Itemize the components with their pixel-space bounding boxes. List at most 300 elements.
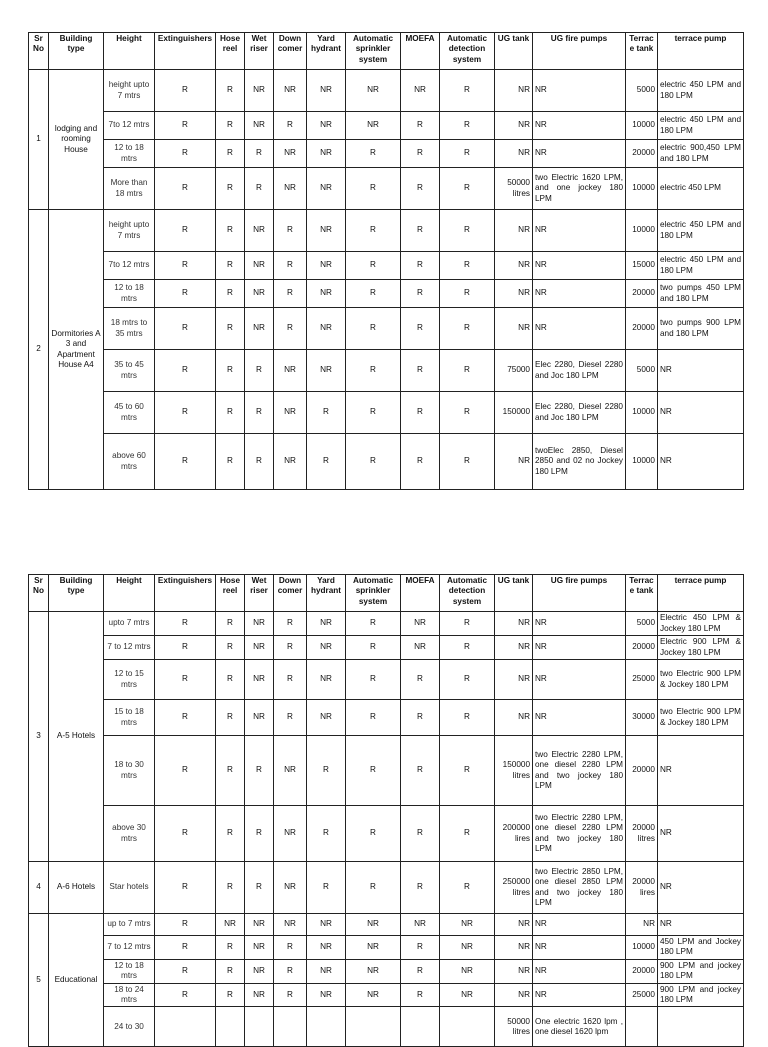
wet-riser-cell: R <box>245 862 274 914</box>
yard-hydrant-cell: NR <box>307 700 346 736</box>
ug-tank-cell: 150000 <box>495 392 533 434</box>
ug-fire-pumps-cell: One electric 1620 lpm , one diesel 1620 lpm <box>533 1007 626 1047</box>
fire-requirements-table-1 <box>28 32 744 490</box>
header-ug-tank: UG tank <box>495 33 533 70</box>
yard-hydrant-cell: NR <box>307 959 346 983</box>
height-cell: More than 18 mtrs <box>104 168 155 210</box>
table-row <box>29 914 744 936</box>
down-comer-cell: NR <box>274 434 307 490</box>
ug-tank-cell: NR <box>495 700 533 736</box>
header-ug-fire-pumps: UG fire pumps <box>533 575 626 612</box>
table-row <box>29 168 744 210</box>
header-moefa: MOEFA <box>401 575 440 612</box>
wet-riser-cell: R <box>245 168 274 210</box>
sprinkler-cell: R <box>346 806 401 862</box>
table-row <box>29 280 744 308</box>
header-down-comer: Down comer <box>274 575 307 612</box>
sprinkler-cell: R <box>346 700 401 736</box>
detection-cell: R <box>440 392 495 434</box>
down-comer-cell: NR <box>274 350 307 392</box>
terrace-tank-cell: 25000 <box>626 660 658 700</box>
moefa-cell: NR <box>401 914 440 936</box>
header-hose-reel: Hose reel <box>216 575 245 612</box>
ug-fire-pumps-cell: two Electric 2280 LPM, one diesel 2280 LPM and two jockey 180 LPM <box>533 806 626 862</box>
table-header-row <box>29 575 744 612</box>
header-sprinkler: Automatic sprinkler system <box>346 575 401 612</box>
detection-cell: R <box>440 612 495 636</box>
header-sr-no: Sr No <box>29 575 49 612</box>
hose-reel-cell: R <box>216 434 245 490</box>
wet-riser-cell: NR <box>245 636 274 660</box>
ug-tank-cell: NR <box>495 914 533 936</box>
hose-reel-cell: R <box>216 140 245 168</box>
sprinkler-cell: NR <box>346 914 401 936</box>
header-extinguishers: Extinguishers <box>155 33 216 70</box>
table-row <box>29 862 744 914</box>
ug-fire-pumps-cell: NR <box>533 983 626 1007</box>
hose-reel-cell: R <box>216 862 245 914</box>
moefa-cell: R <box>401 308 440 350</box>
terrace-pump-cell: electric 450 LPM and 180 LPM <box>658 252 744 280</box>
height-cell: above 60 mtrs <box>104 434 155 490</box>
table-row <box>29 700 744 736</box>
table-row <box>29 959 744 983</box>
moefa-cell: NR <box>401 70 440 112</box>
ug-fire-pumps-cell: NR <box>533 700 626 736</box>
wet-riser-cell: NR <box>245 983 274 1007</box>
table-row <box>29 636 744 660</box>
wet-riser-cell: NR <box>245 70 274 112</box>
sprinkler-cell: R <box>346 210 401 252</box>
terrace-tank-cell: 15000 <box>626 252 658 280</box>
ug-fire-pumps-cell: NR <box>533 112 626 140</box>
terrace-pump-cell: NR <box>658 434 744 490</box>
header-sprinkler: Automatic sprinkler system <box>346 33 401 70</box>
detection-cell: R <box>440 736 495 806</box>
extinguishers-cell: R <box>155 112 216 140</box>
moefa-cell: R <box>401 959 440 983</box>
wet-riser-cell: R <box>245 350 274 392</box>
extinguishers-cell: R <box>155 636 216 660</box>
hose-reel-cell: R <box>216 936 245 960</box>
wet-riser-cell: NR <box>245 914 274 936</box>
header-terrace-tank: Terrace tank <box>626 33 658 70</box>
height-cell: 18 mtrs to 35 mtrs <box>104 308 155 350</box>
sprinkler-cell: R <box>346 434 401 490</box>
table-row <box>29 140 744 168</box>
terrace-pump-cell: NR <box>658 862 744 914</box>
ug-fire-pumps-cell: NR <box>533 210 626 252</box>
table-row <box>29 660 744 700</box>
yard-hydrant-cell: NR <box>307 112 346 140</box>
wet-riser-cell: NR <box>245 959 274 983</box>
terrace-pump-cell: two Electric 900 LPM & Jockey 180 LPM <box>658 700 744 736</box>
detection-cell: NR <box>440 914 495 936</box>
terrace-tank-cell: 10000 <box>626 168 658 210</box>
ug-tank-cell: 50000 litres <box>495 1007 533 1047</box>
yard-hydrant-cell: NR <box>307 612 346 636</box>
table-row <box>29 434 744 490</box>
terrace-pump-cell: NR <box>658 914 744 936</box>
hose-reel-cell: R <box>216 350 245 392</box>
ug-tank-cell: NR <box>495 660 533 700</box>
sprinkler-cell: NR <box>346 936 401 960</box>
terrace-tank-cell: NR <box>626 914 658 936</box>
moefa-cell: NR <box>401 612 440 636</box>
header-sr-no: Sr No <box>29 33 49 70</box>
hose-reel-cell: R <box>216 168 245 210</box>
down-comer-cell: NR <box>274 806 307 862</box>
terrace-tank-cell: 20000 litres <box>626 806 658 862</box>
extinguishers-cell: R <box>155 350 216 392</box>
moefa-cell: R <box>401 434 440 490</box>
down-comer-cell: NR <box>274 736 307 806</box>
yard-hydrant-cell: NR <box>307 914 346 936</box>
extinguishers-cell: R <box>155 210 216 252</box>
down-comer-cell: R <box>274 936 307 960</box>
header-ug-tank: UG tank <box>495 575 533 612</box>
building-type-cell: A-5 Hotels <box>49 612 104 862</box>
down-comer-cell: R <box>274 660 307 700</box>
table-row <box>29 936 744 960</box>
down-comer-cell <box>274 1007 307 1047</box>
wet-riser-cell: R <box>245 434 274 490</box>
sprinkler-cell: NR <box>346 983 401 1007</box>
height-cell: 7to 12 mtrs <box>104 252 155 280</box>
yard-hydrant-cell: NR <box>307 140 346 168</box>
moefa-cell: R <box>401 210 440 252</box>
ug-fire-pumps-cell: two Electric 2850 LPM, one diesel 2850 LPM and two jockey 180 LPM <box>533 862 626 914</box>
hose-reel-cell: R <box>216 736 245 806</box>
detection-cell: R <box>440 70 495 112</box>
ug-fire-pumps-cell: two Electric 1620 LPM, and one jockey 180 LPM <box>533 168 626 210</box>
sprinkler-cell <box>346 1007 401 1047</box>
building-type-cell: lodging and rooming House <box>49 70 104 210</box>
height-cell: 18 to 24 mtrs <box>104 983 155 1007</box>
moefa-cell: R <box>401 736 440 806</box>
down-comer-cell: R <box>274 112 307 140</box>
detection-cell: R <box>440 806 495 862</box>
down-comer-cell: R <box>274 612 307 636</box>
sprinkler-cell: R <box>346 252 401 280</box>
header-moefa: MOEFA <box>401 33 440 70</box>
ug-tank-cell: 150000 litres <box>495 736 533 806</box>
wet-riser-cell: NR <box>245 936 274 960</box>
ug-tank-cell: NR <box>495 936 533 960</box>
sr-no-cell: 3 <box>29 612 49 862</box>
ug-fire-pumps-cell: Elec 2280, Diesel 2280 and Joc 180 LPM <box>533 392 626 434</box>
moefa-cell: R <box>401 806 440 862</box>
ug-tank-cell: 75000 <box>495 350 533 392</box>
header-yard-hydrant: Yard hydrant <box>307 575 346 612</box>
table-row <box>29 252 744 280</box>
terrace-pump-cell: 900 LPM and jockey 180 LPM <box>658 959 744 983</box>
detection-cell: R <box>440 862 495 914</box>
height-cell: up to 7 mtrs <box>104 914 155 936</box>
header-terrace-pump: terrace pump <box>658 575 744 612</box>
wet-riser-cell: R <box>245 392 274 434</box>
wet-riser-cell: NR <box>245 308 274 350</box>
sprinkler-cell: R <box>346 862 401 914</box>
sprinkler-cell: R <box>346 140 401 168</box>
terrace-tank-cell <box>626 1007 658 1047</box>
hose-reel-cell: R <box>216 959 245 983</box>
yard-hydrant-cell: NR <box>307 983 346 1007</box>
terrace-tank-cell: 20000 <box>626 280 658 308</box>
down-comer-cell: NR <box>274 140 307 168</box>
down-comer-cell: R <box>274 983 307 1007</box>
height-cell: 35 to 45 mtrs <box>104 350 155 392</box>
yard-hydrant-cell: R <box>307 392 346 434</box>
terrace-pump-cell: two Electric 900 LPM & Jockey 180 LPM <box>658 660 744 700</box>
header-down-comer: Down comer <box>274 33 307 70</box>
ug-tank-cell: NR <box>495 140 533 168</box>
height-cell: upto 7 mtrs <box>104 612 155 636</box>
moefa-cell: R <box>401 168 440 210</box>
hose-reel-cell: R <box>216 636 245 660</box>
extinguishers-cell: R <box>155 140 216 168</box>
terrace-pump-cell: Electric 900 LPM & Jockey 180 LPM <box>658 636 744 660</box>
detection-cell: R <box>440 210 495 252</box>
detection-cell: NR <box>440 936 495 960</box>
terrace-tank-cell: 10000 <box>626 112 658 140</box>
wet-riser-cell: NR <box>245 252 274 280</box>
down-comer-cell: NR <box>274 392 307 434</box>
header-terrace-pump: terrace pump <box>658 33 744 70</box>
header-building-type: Building type <box>49 575 104 612</box>
header-ug-fire-pumps: UG fire pumps <box>533 33 626 70</box>
yard-hydrant-cell: NR <box>307 252 346 280</box>
hose-reel-cell: R <box>216 612 245 636</box>
hose-reel-cell: R <box>216 252 245 280</box>
terrace-tank-cell: 20000 <box>626 736 658 806</box>
terrace-tank-cell: 20000 lires <box>626 862 658 914</box>
yard-hydrant-cell: NR <box>307 280 346 308</box>
header-building-type: Building type <box>49 33 104 70</box>
header-detection: Automatic detection system <box>440 33 495 70</box>
ug-fire-pumps-cell: twoElec 2850, Diesel 2850 and 02 no Jockey 180 LPM <box>533 434 626 490</box>
table-row <box>29 308 744 350</box>
header-height: Height <box>104 33 155 70</box>
sprinkler-cell: R <box>346 612 401 636</box>
wet-riser-cell: NR <box>245 660 274 700</box>
table-row <box>29 736 744 806</box>
height-cell: 12 to 18 mtrs <box>104 140 155 168</box>
terrace-tank-cell: 5000 <box>626 350 658 392</box>
ug-fire-pumps-cell: NR <box>533 959 626 983</box>
yard-hydrant-cell <box>307 1007 346 1047</box>
ug-fire-pumps-cell: NR <box>533 140 626 168</box>
terrace-pump-cell: 900 LPM and jockey 180 LPM <box>658 983 744 1007</box>
ug-tank-cell: 250000 litres <box>495 862 533 914</box>
down-comer-cell: R <box>274 308 307 350</box>
ug-fire-pumps-cell: NR <box>533 612 626 636</box>
terrace-tank-cell: 25000 <box>626 983 658 1007</box>
moefa-cell: R <box>401 112 440 140</box>
terrace-pump-cell: Electric 450 LPM & Jockey 180 LPM <box>658 612 744 636</box>
hose-reel-cell: R <box>216 660 245 700</box>
sprinkler-cell: NR <box>346 959 401 983</box>
moefa-cell: R <box>401 280 440 308</box>
terrace-pump-cell <box>658 1007 744 1047</box>
detection-cell <box>440 1007 495 1047</box>
sprinkler-cell: R <box>346 636 401 660</box>
extinguishers-cell: R <box>155 70 216 112</box>
hose-reel-cell: R <box>216 983 245 1007</box>
height-cell: above 30 mtrs <box>104 806 155 862</box>
sr-no-cell: 5 <box>29 914 49 1047</box>
down-comer-cell: R <box>274 700 307 736</box>
yard-hydrant-cell: NR <box>307 350 346 392</box>
detection-cell: R <box>440 252 495 280</box>
terrace-tank-cell: 20000 <box>626 636 658 660</box>
hose-reel-cell: R <box>216 806 245 862</box>
terrace-tank-cell: 10000 <box>626 936 658 960</box>
yard-hydrant-cell: R <box>307 434 346 490</box>
terrace-tank-cell: 5000 <box>626 612 658 636</box>
hose-reel-cell: R <box>216 308 245 350</box>
ug-fire-pumps-cell: NR <box>533 636 626 660</box>
height-cell: 18 to 30 mtrs <box>104 736 155 806</box>
table-row <box>29 210 744 252</box>
moefa-cell: R <box>401 862 440 914</box>
sprinkler-cell: R <box>346 280 401 308</box>
wet-riser-cell: NR <box>245 612 274 636</box>
terrace-pump-cell: electric 450 LPM and 180 LPM <box>658 70 744 112</box>
down-comer-cell: NR <box>274 914 307 936</box>
wet-riser-cell: R <box>245 140 274 168</box>
table-row <box>29 350 744 392</box>
sprinkler-cell: R <box>346 736 401 806</box>
building-type-cell: Educational <box>49 914 104 1047</box>
wet-riser-cell <box>245 1007 274 1047</box>
sr-no-cell: 1 <box>29 70 49 210</box>
header-yard-hydrant: Yard hydrant <box>307 33 346 70</box>
ug-fire-pumps-cell: NR <box>533 308 626 350</box>
yard-hydrant-cell: NR <box>307 308 346 350</box>
terrace-tank-cell: 20000 <box>626 959 658 983</box>
height-cell: 12 to 18 mtrs <box>104 959 155 983</box>
height-cell: 15 to 18 mtrs <box>104 700 155 736</box>
moefa-cell: R <box>401 983 440 1007</box>
ug-tank-cell: NR <box>495 210 533 252</box>
height-cell: 45 to 60 mtrs <box>104 392 155 434</box>
sprinkler-cell: R <box>346 168 401 210</box>
terrace-pump-cell: electric 450 LPM and 180 LPM <box>658 210 744 252</box>
down-comer-cell: NR <box>274 862 307 914</box>
sr-no-cell: 4 <box>29 862 49 914</box>
building-type-cell: A-6 Hotels <box>49 862 104 914</box>
down-comer-cell: R <box>274 636 307 660</box>
moefa-cell: R <box>401 936 440 960</box>
detection-cell: R <box>440 308 495 350</box>
hose-reel-cell: NR <box>216 914 245 936</box>
table-row <box>29 612 744 636</box>
yard-hydrant-cell: NR <box>307 168 346 210</box>
table-row <box>29 806 744 862</box>
ug-fire-pumps-cell: NR <box>533 280 626 308</box>
height-cell: Star hotels <box>104 862 155 914</box>
terrace-pump-cell: NR <box>658 350 744 392</box>
terrace-pump-cell: two pumps 450 LPM and 180 LPM <box>658 280 744 308</box>
height-cell: height upto 7 mtrs <box>104 210 155 252</box>
moefa-cell: NR <box>401 636 440 660</box>
hose-reel-cell: R <box>216 70 245 112</box>
height-cell: 12 to 18 mtrs <box>104 280 155 308</box>
terrace-tank-cell: 20000 <box>626 308 658 350</box>
down-comer-cell: NR <box>274 70 307 112</box>
detection-cell: R <box>440 112 495 140</box>
detection-cell: R <box>440 636 495 660</box>
header-extinguishers: Extinguishers <box>155 575 216 612</box>
header-detection: Automatic detection system <box>440 575 495 612</box>
moefa-cell: R <box>401 350 440 392</box>
detection-cell: R <box>440 350 495 392</box>
extinguishers-cell: R <box>155 280 216 308</box>
extinguishers-cell: R <box>155 862 216 914</box>
height-cell: 7to 12 mtrs <box>104 112 155 140</box>
ug-tank-cell: NR <box>495 112 533 140</box>
detection-cell: R <box>440 700 495 736</box>
hose-reel-cell: R <box>216 700 245 736</box>
ug-fire-pumps-cell: NR <box>533 914 626 936</box>
extinguishers-cell: R <box>155 959 216 983</box>
extinguishers-cell: R <box>155 168 216 210</box>
wet-riser-cell: NR <box>245 700 274 736</box>
hose-reel-cell: R <box>216 280 245 308</box>
down-comer-cell: R <box>274 280 307 308</box>
terrace-pump-cell: electric 900,450 LPM and 180 LPM <box>658 140 744 168</box>
detection-cell: NR <box>440 983 495 1007</box>
terrace-pump-cell: NR <box>658 806 744 862</box>
ug-fire-pumps-cell: Elec 2280, Diesel 2280 and Joc 180 LPM <box>533 350 626 392</box>
yard-hydrant-cell: NR <box>307 636 346 660</box>
terrace-tank-cell: 10000 <box>626 210 658 252</box>
extinguishers-cell: R <box>155 983 216 1007</box>
yard-hydrant-cell: NR <box>307 210 346 252</box>
ug-tank-cell: NR <box>495 636 533 660</box>
yard-hydrant-cell: R <box>307 736 346 806</box>
fire-requirements-table-2 <box>28 574 744 1047</box>
extinguishers-cell: R <box>155 660 216 700</box>
extinguishers-cell: R <box>155 700 216 736</box>
height-cell: 7 to 12 mtrs <box>104 636 155 660</box>
down-comer-cell: R <box>274 959 307 983</box>
ug-tank-cell: NR <box>495 280 533 308</box>
ug-tank-cell: NR <box>495 434 533 490</box>
down-comer-cell: R <box>274 252 307 280</box>
ug-tank-cell: NR <box>495 612 533 636</box>
table-row <box>29 70 744 112</box>
height-cell: 24 to 30 <box>104 1007 155 1047</box>
ug-tank-cell: NR <box>495 959 533 983</box>
detection-cell: R <box>440 280 495 308</box>
sprinkler-cell: R <box>346 660 401 700</box>
yard-hydrant-cell: R <box>307 862 346 914</box>
header-height: Height <box>104 575 155 612</box>
terrace-tank-cell: 30000 <box>626 700 658 736</box>
extinguishers-cell: R <box>155 936 216 960</box>
yard-hydrant-cell: NR <box>307 936 346 960</box>
extinguishers-cell: R <box>155 392 216 434</box>
header-wet-riser: Wet riser <box>245 33 274 70</box>
down-comer-cell: NR <box>274 168 307 210</box>
ug-fire-pumps-cell: NR <box>533 70 626 112</box>
extinguishers-cell <box>155 1007 216 1047</box>
ug-tank-cell: NR <box>495 983 533 1007</box>
moefa-cell: R <box>401 140 440 168</box>
moefa-cell: R <box>401 252 440 280</box>
